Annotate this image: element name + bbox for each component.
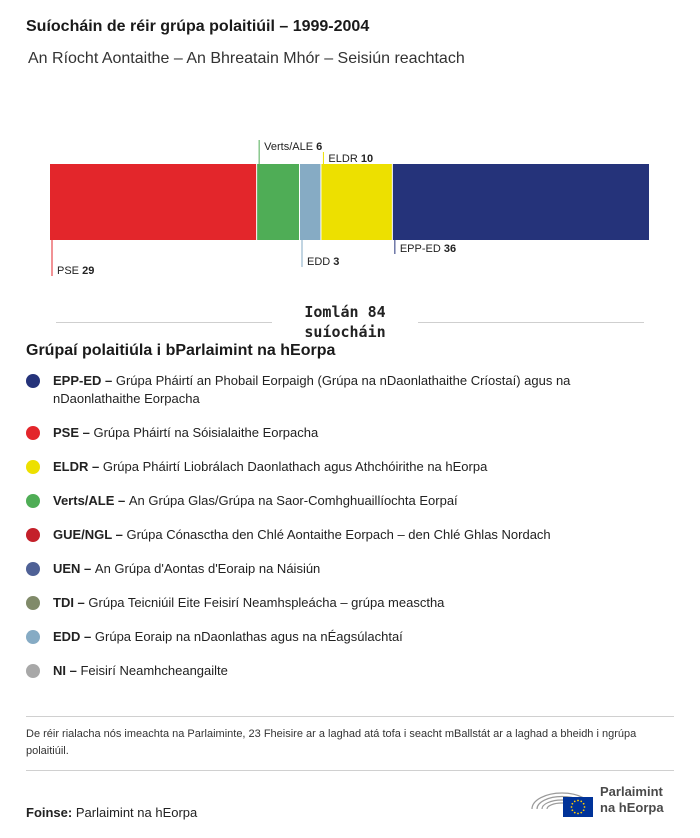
bar-pse: [50, 164, 256, 240]
data-label-eldr: ELDR 10: [328, 153, 374, 165]
legend-text: Feisirí Neamhcheangailte: [80, 663, 228, 678]
legend-swatch: [26, 426, 40, 440]
parliament-hemicycle-icon: [528, 781, 598, 821]
legend-text: Grúpa Eoraip na nDaonlathas agus na nÉagsúlachtaí: [94, 629, 403, 644]
legend-text: Grúpa Cónasctha den Chlé Aontaithe Eorpach – den Chlé Ghlas Nordach: [126, 527, 551, 542]
bar-edd: [300, 164, 320, 240]
flag-star-icon: [574, 800, 576, 802]
note-divider-top: [26, 716, 674, 717]
legend-title: Grúpaí polaitiúla i bParlaimint na hEorpa: [26, 342, 336, 359]
legend-item: [26, 492, 646, 510]
legend-code: EPP-ED –: [53, 373, 116, 388]
flag-star-icon: [574, 812, 576, 814]
legend-code: Verts/ALE –: [53, 493, 129, 508]
legend-item: [26, 526, 646, 544]
legend-text: An Grúpa d'Aontas d'Eoraip na Náisiún: [94, 561, 321, 576]
data-label-edd: EDD 3: [307, 256, 340, 268]
flag-star-icon: [571, 803, 573, 805]
logo-text: [600, 784, 664, 816]
legend-item: [26, 458, 646, 476]
flag-star-icon: [577, 813, 579, 815]
legend-swatch: [26, 562, 40, 576]
legend-item: [26, 372, 646, 408]
bar-epp-ed: [393, 164, 649, 240]
seat-bar-chart: [0, 130, 700, 290]
total-seats-label: Iomlán 84 suíocháin: [304, 303, 386, 341]
legend-swatch: [26, 630, 40, 644]
flag-star-icon: [583, 803, 585, 805]
legend-swatch: [26, 596, 40, 610]
flag-star-icon: [571, 806, 573, 808]
legend-code: TDI –: [53, 595, 89, 610]
legend-code: GUE/NGL –: [53, 527, 127, 542]
flag-star-icon: [584, 806, 586, 808]
logo-line-1: Parlaimint: [600, 784, 663, 799]
legend-code: PSE –: [53, 425, 94, 440]
legend-item: [26, 662, 646, 680]
legend-code: ELDR –: [53, 459, 103, 474]
legend-item: [26, 628, 646, 646]
chart-subtitle: An Ríocht Aontaithe – An Bhreatain Mhór – Seisiún reachtach: [28, 50, 465, 67]
legend-swatch: [26, 460, 40, 474]
chart-title: Suíocháin de réir grúpa polaitiúil – 1999-2004: [26, 18, 370, 35]
legend-text: Grúpa Pháirtí na Sóisialaithe Eorpacha: [93, 425, 319, 440]
data-label-epp-ed: EPP-ED 36: [399, 243, 457, 255]
source-value: Parlaimint na hEorpa: [75, 805, 198, 820]
legend-swatch: [26, 664, 40, 678]
legend-item: [26, 560, 646, 578]
legend-item: [26, 594, 646, 612]
legend-swatch: [26, 374, 40, 388]
total-divider-right: [418, 322, 644, 323]
legend-list: [26, 372, 646, 680]
legend-swatch: [26, 528, 40, 542]
bar-eldr: [321, 164, 391, 240]
flag-star-icon: [580, 812, 582, 814]
legend-text: Grúpa Teicniúil Eite Feisirí Neamhspleácha – grúpa measctha: [88, 595, 445, 610]
logo-line-2: na hEorpa: [600, 800, 664, 815]
note-divider-bottom: [26, 770, 674, 771]
flag-star-icon: [580, 800, 582, 802]
flag-star-icon: [577, 800, 579, 802]
legend-code: UEN –: [53, 561, 95, 576]
source-label: Foinse:: [26, 805, 73, 820]
legend-text: An Grúpa Glas/Grúpa na Saor-Comhghuaillíochta Eorpaí: [128, 493, 458, 508]
flag-star-icon: [583, 809, 585, 811]
legend-text: Grúpa Pháirtí an Phobail Eorpaigh (Grúpa na nDaonlathaithe Críostaí) agus na nDaonlathaithe Eorpacha: [53, 373, 571, 406]
legend-code: EDD –: [53, 629, 95, 644]
footnote: De réir rialacha nós imeachta na Parlaiminte, 23 Fheisire ar a laghad atá tofa i seacht mBallstát ar a laghad a bheidh i ngrúpa polaitiúil.: [26, 728, 637, 757]
data-label-verts-ale: Verts/ALE 6: [264, 141, 323, 153]
legend-code: NI –: [53, 663, 81, 678]
legend-swatch: [26, 494, 40, 508]
total-divider-left: [56, 322, 272, 323]
source-line: [26, 805, 197, 820]
legend-item: [26, 424, 646, 442]
data-label-pse: PSE 29: [57, 265, 95, 277]
flag-star-icon: [571, 809, 573, 811]
european-parliament-logo: [528, 781, 678, 821]
bar-verts-ale: [257, 164, 299, 240]
legend-text: Grúpa Pháirtí Liobrálach Daonlathach agus Athchóirithe na hEorpa: [102, 459, 488, 474]
